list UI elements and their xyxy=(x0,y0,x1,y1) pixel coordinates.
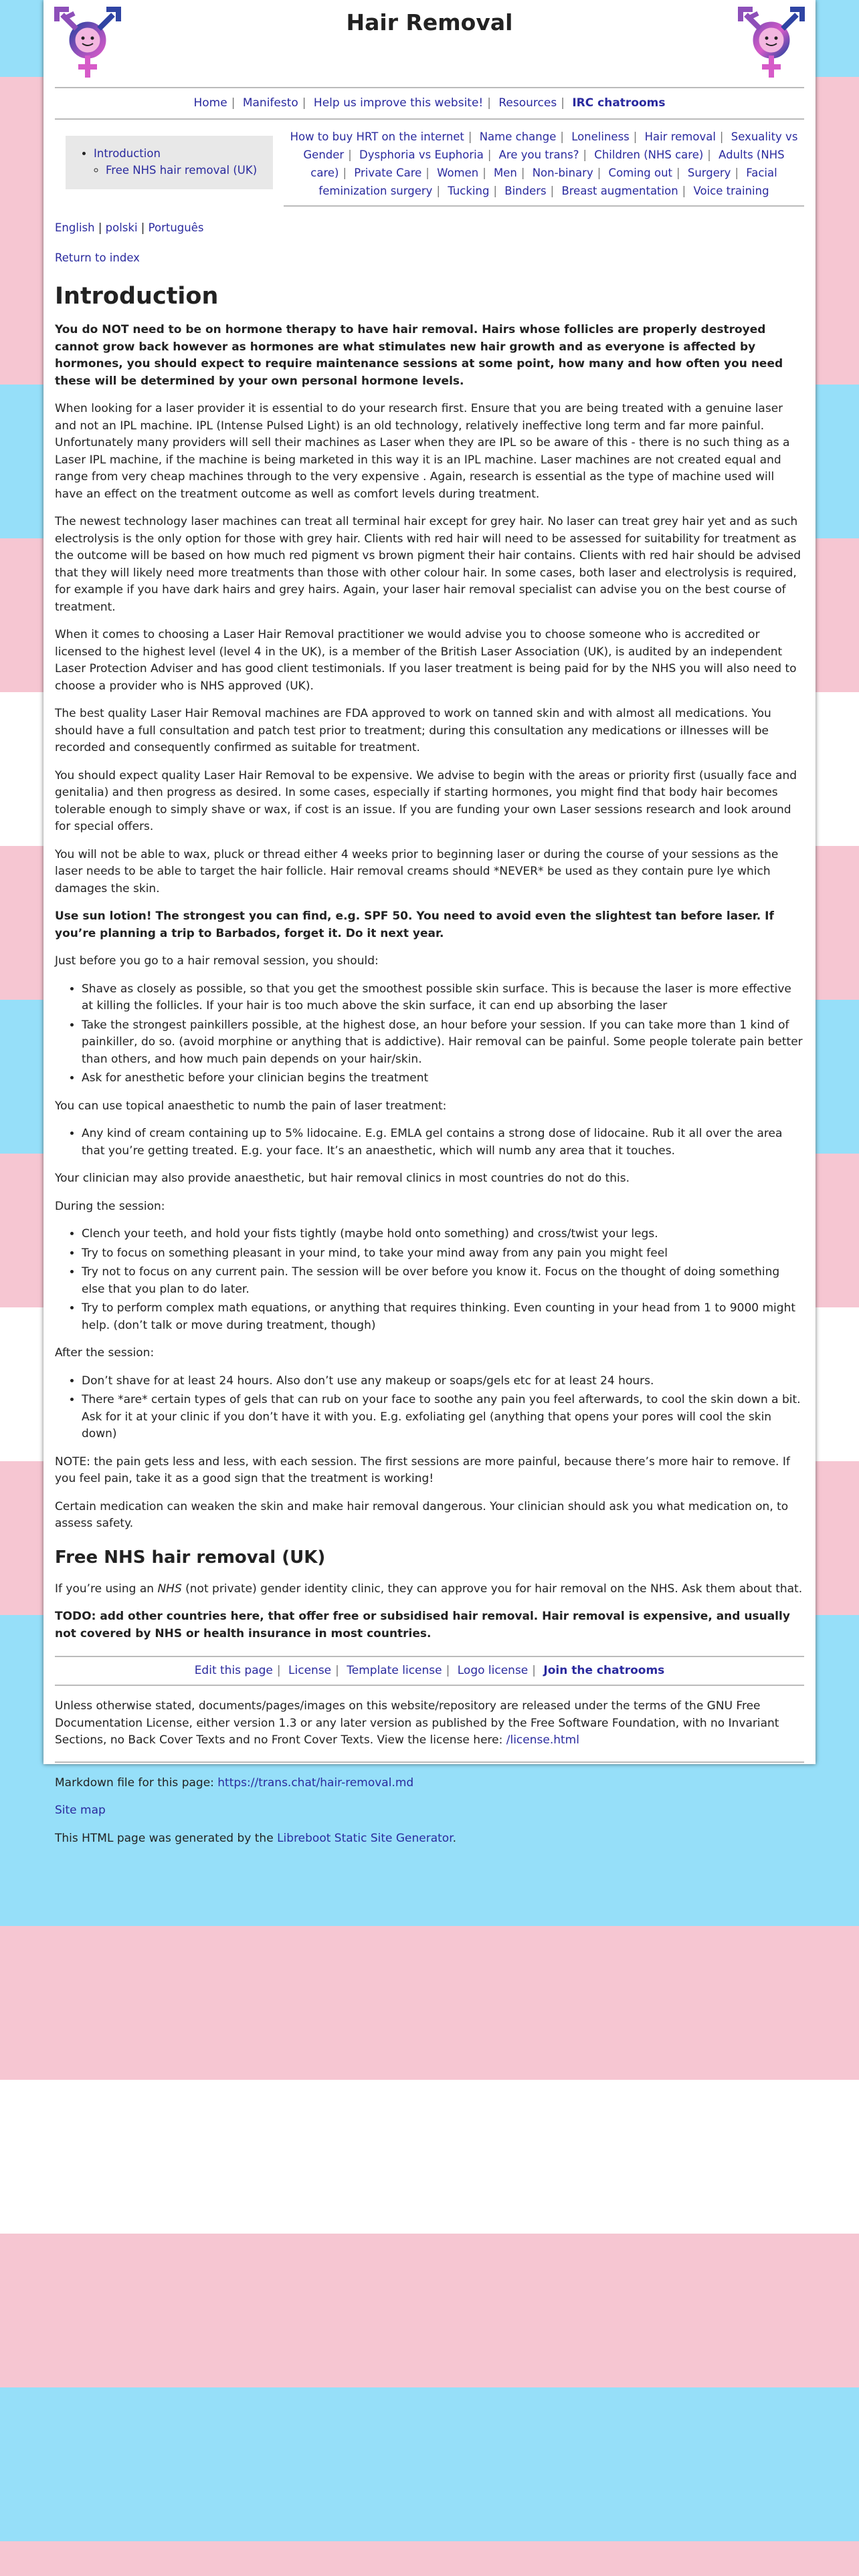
license-page-link[interactable]: /license.html xyxy=(506,1733,579,1747)
license-text: Unless otherwise stated, documents/pages/images on this website/repository are released under the terms of the GNU Free Documentation License, either version 1.3 or any later version as published by the Free Software Foundation, with no Invariant Sections, no Back Cover Texts and no Front Cover Texts. View the license here: /license.html xyxy=(55,1699,779,1747)
medication-paragraph: Certain medication can weaken the skin and make hair removal dangerous. Your clinician should ask you what medication on, to assess safety. xyxy=(55,1499,789,1530)
divider xyxy=(55,1761,804,1763)
topic-link[interactable]: Children (NHS care) xyxy=(594,148,704,161)
introduction-heading: Introduction xyxy=(55,283,219,310)
topic-link[interactable]: Women xyxy=(437,167,479,179)
nav-irc-chatrooms-link[interactable]: IRC chatrooms xyxy=(572,96,666,110)
after-session-list xyxy=(55,1373,804,1443)
clinician-note: Your clinician may also provide anaesthetic, but hair removal clinics in most countries do not do this. xyxy=(55,1172,630,1185)
topic-link[interactable]: Loneliness xyxy=(571,130,630,143)
machines-paragraph: The best quality Laser Hair Removal machines are FDA approved to work on tanned skin and with almost all medications. You should have a full consultation and patch test prior to treatment; during this consultation any medications or illnesses will be recorded and consequently confirmed as suitable for treatment. xyxy=(55,707,771,754)
topic-link[interactable]: Binders xyxy=(504,185,547,197)
wax-paragraph: You will not be able to wax, pluck or thread either 4 weeks prior to beginning laser or during the course of your sessions as the laser needs to be able to target the hair follicle. Hair removal creams should *NEVER* be used as they contain pure lye which damages the skin. xyxy=(55,847,779,895)
topic-link[interactable]: Facial feminization surgery xyxy=(318,167,777,197)
topic-link[interactable]: Voice training xyxy=(693,185,769,197)
footer xyxy=(55,1698,804,1847)
pain-note-paragraph: NOTE: the pain gets less and less, with each session. The first sessions are more painful, because there’s more hair to remove. If you feel pain, take it as a good sign that the treatment is working! xyxy=(55,1455,790,1485)
list-item: • Take the strongest painkillers possible, at the highest dose, an hour before your session. If you can take more than 1 kind of painkiller, do so. (avoid morphine or anything that is addictive). Hair removal can be painful. Some people tolerate pain better than others, and how much pain depends on your hair/skin. xyxy=(82,1017,804,1069)
topical-anaesthetic-list xyxy=(55,1125,804,1160)
lang-english-link[interactable]: English xyxy=(55,221,95,234)
topic-link[interactable]: Breast augmentation xyxy=(561,185,678,197)
topic-link[interactable]: Sexuality vs Gender xyxy=(303,130,798,161)
generator-link[interactable]: Libreboot Static Site Generator xyxy=(277,1831,453,1845)
topic-link[interactable]: Hair removal xyxy=(644,130,716,143)
topical-anaesthetic-intro: You can use topical anaesthetic to numb the pain of laser treatment: xyxy=(55,1099,447,1113)
back-link-row xyxy=(55,251,804,264)
free-nhs-heading: Free NHS hair removal (UK) xyxy=(55,1547,326,1568)
during-session-intro: During the session: xyxy=(55,1199,165,1213)
laser-provider-paragraph: When looking for a laser provider it is essential to do your research first. Ensure that you are being treated with a genuine laser and not an IPL machine. IPL (Intense Pulsed Light) is an old technology, relatively ineffective long term and far more painful. Unfortunately many providers will sell their machines as Laser when they are IPL so be aware of this - there is no such thing as a Laser IPL machine, if the machine is being marketed in this way it is an IPL machine. Laser machines are not created equal and range from very cheap machines through to the very expensive . Again, research is essential as the type of machine used will have an effect on the treatment outcome as well as comfort levels during treatment. xyxy=(55,402,790,501)
list-item: • Ask for anesthetic before your clinician begins the treatment xyxy=(82,1070,804,1087)
topic-link[interactable]: Adults (NHS care) xyxy=(310,148,785,179)
logo-license-link[interactable]: Logo license xyxy=(457,1664,529,1677)
sun-lotion-paragraph: Use sun lotion! The strongest you can find, e.g. SPF 50. You need to avoid even the slightest tan before laser. If you’re planning a trip to Barbados, forget it. Do it next year. xyxy=(55,909,774,940)
edit-page-link[interactable]: Edit this page xyxy=(194,1664,273,1677)
topic-link[interactable]: Name change xyxy=(479,130,557,143)
nav-help-improve-link[interactable]: Help us improve this website! xyxy=(313,96,484,110)
site-title: Hair Removal xyxy=(346,9,513,35)
topic-link[interactable]: Coming out xyxy=(608,167,673,179)
topic-link[interactable]: Surgery xyxy=(687,167,731,179)
topic-link[interactable]: Men xyxy=(494,167,517,179)
page-container xyxy=(43,0,816,1845)
after-session-intro: After the session: xyxy=(55,1346,155,1360)
list-item: • Try to focus on something pleasant in your mind, to take your mind away from any pain you might feel xyxy=(82,1245,804,1263)
nav-manifesto-link[interactable]: Manifesto xyxy=(242,96,298,110)
technology-paragraph: The newest technology laser machines can treat all terminal hair except for grey hair. No laser can treat grey hair yet and as such electrolysis is the only option for those with grey hair. Clients with red hair will need to be assessed for suitability for treatment as the outcome will be based on how much red pigment vs brown pigment their hair contains. Clients with red hair should be advised that they will likely need more treatments than those with other colour hair. In some cases, both laser and electrolysis is required, for example if you have dark hairs and grey hairs. Again, your laser hair removal specialist can advise you on the best course of treatment. xyxy=(55,515,801,614)
lang-polski-link[interactable]: polski xyxy=(105,221,138,234)
topic-link[interactable]: Are you trans? xyxy=(498,148,579,161)
nhs-paragraph: If you’re using an NHS (not private) gender identity clinic, they can approve you for hair removal on the NHS. Ask them about that. xyxy=(55,1582,803,1596)
list-item: • Any kind of cream containing up to 5% lidocaine. E.g. EMLA gel contains a strong dose of lidocaine. Rub it all over the area that you’re getting treated. E.g. your face. It’s an anaesthetic, which will numb any area that it touches. xyxy=(82,1125,804,1160)
join-chatrooms-link[interactable]: Join the chatrooms xyxy=(543,1664,665,1677)
template-license-link[interactable]: Template license xyxy=(347,1664,442,1677)
lang-separator: | xyxy=(140,221,145,234)
generator-line: This HTML page was generated by the Libreboot Static Site Generator. xyxy=(55,1831,457,1845)
todo-paragraph: TODO: add other countries here, that offer free or subsidised hair removal. Hair removal is expensive, and usually not covered by NHS or health insurance in most countries. xyxy=(55,1610,790,1640)
table-of-contents xyxy=(66,136,273,189)
top-navigation: Home | Manifesto | Help us improve this website! | Resources | IRC chatrooms xyxy=(55,87,804,120)
nav-resources-link[interactable]: Resources xyxy=(498,96,557,110)
list-item: • Try to perform complex math equations, or anything that requires thinking. Even counting in your head from 1 to 9000 might help. (don’t talk or move during treatment, though) xyxy=(82,1300,804,1334)
practitioner-paragraph: When it comes to choosing a Laser Hair Removal practitioner we would advise you to choose someone who is accredited or licensed to the highest level (level 4 in the UK), is a member of the British Laser Association (UK), is audited by an independent Laser Protection Adviser and has good client testimonials. If you laser treatment is being paid for by the NHS you will also need to choose a provider who is NHS approved (UK). xyxy=(55,628,797,693)
language-selector xyxy=(55,221,804,234)
list-item: • Clench your teeth, and hold your fists tightly (maybe hold onto something) and cross/twist your legs. xyxy=(82,1226,804,1243)
topic-link[interactable]: How to buy HRT on the internet xyxy=(290,130,464,143)
topic-link[interactable]: Tucking xyxy=(448,185,490,197)
markdown-file-link[interactable]: https://trans.chat/hair-removal.md xyxy=(217,1776,414,1790)
toc-and-topics-row xyxy=(55,126,804,207)
topic-link[interactable]: Non-binary xyxy=(532,167,593,179)
list-item: • Shave as closely as possible, so that you get the smoothest possible skin surface. This is because the laser is more effective at killing the follicles. If your hair is too much above the skin surface, it can end up absorbing the laser xyxy=(82,981,804,1015)
toc-introduction-link[interactable]: Introduction xyxy=(94,147,161,160)
before-session-intro: Just before you go to a hair removal session, you should: xyxy=(55,954,379,968)
topic-link[interactable]: Dysphoria vs Euphoria xyxy=(359,148,484,161)
topic-navigation: How to buy HRT on the internet | Name change | Loneliness | Hair removal | Sexuality vs Gender | Dysphoria vs Euphoria | Are you trans? | Children (NHS care) | Adults (NHS care) | Private Care | Women | Men | Non-binary | Coming out | Surgery | Facial feminization surgery | Tucking | Binders | Breast augmentation | Voice training xyxy=(284,126,804,207)
list-item: • Don’t shave for at least 24 hours. Also don’t use any makeup or soaps/gels etc for at least 24 hours. xyxy=(82,1373,804,1390)
toc-free-nhs-link[interactable]: Free NHS hair removal (UK) xyxy=(106,164,258,177)
before-session-list xyxy=(55,981,804,1087)
list-item: • Try not to focus on any current pain. The session will be over before you know it. Focus on the thought of doing something else that you plan to do later. xyxy=(82,1264,804,1298)
site-map-link[interactable]: Site map xyxy=(55,1804,106,1817)
list-item: • There *are* certain types of gels that can rub on your face to soothe any pain you feel afterwards, to cool the skin down a bit. Ask for it at your clinic if you don’t have it with you. E.g. exfoliating gel (anything that opens your pores will cool the skin down) xyxy=(82,1392,804,1443)
topic-link[interactable]: Private Care xyxy=(354,167,422,179)
lang-portugues-link[interactable]: Português xyxy=(148,221,204,234)
trans-symbol-icon xyxy=(53,5,122,80)
trans-symbol-icon xyxy=(737,5,806,80)
intro-paragraph: You do NOT need to be on hormone therapy to have hair removal. Hairs whose follicles are properly destroyed cannot grow back however as hormones are what stimulates new hair growth and as everyone is affected by hormones, you should expect to require maintenance sessions at some point, how many and how often you need these will be determined by your own personal hormone levels. xyxy=(55,323,783,388)
during-session-list xyxy=(55,1226,804,1334)
footer-navigation: Edit this page | License | Template license | Logo license | Join the chatrooms xyxy=(55,1656,804,1686)
sitemap-line xyxy=(55,1802,804,1820)
nav-home-link[interactable]: Home xyxy=(193,96,227,110)
markdown-line: Markdown file for this page: https://trans.chat/hair-removal.md xyxy=(55,1776,414,1790)
lang-separator: | xyxy=(98,221,102,234)
cost-paragraph: You should expect quality Laser Hair Removal to be expensive. We advise to begin with the areas or priority first (usually face and genitalia) and then progress as desired. In some cases, especially if starting hormones, you might find that body hair becomes tolerable enough to simply shave or wax, if cost is an issue. If you are funding your own Laser sessions research and look around for special offers. xyxy=(55,768,797,833)
license-link[interactable]: License xyxy=(288,1664,332,1677)
return-to-index-link[interactable]: Return to index xyxy=(55,251,140,264)
